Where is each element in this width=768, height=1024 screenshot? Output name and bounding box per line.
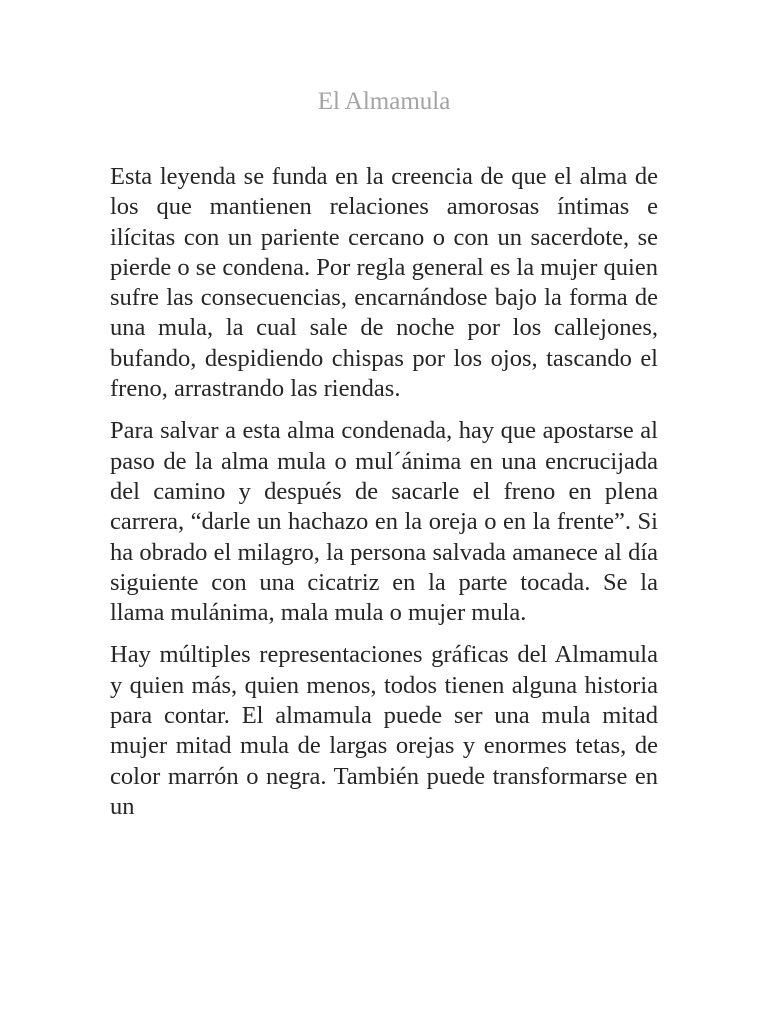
paragraph: Hay múltiples representaciones gráficas del Almamula y quien más, quien menos, todos tienen alguna historia para contar. El almamula puede ser una mula mitad mujer mitad mula de largas orejas y enormes tetas, de color marrón o negra. También puede transformarse en un xyxy=(110,641,658,820)
paragraph: Esta leyenda se funda en la creencia de que el alma de los que mantienen relaciones amorosas íntimas e ilícitas con un pariente cercano o con un sacerdote, se pierde o se condena. Por regla general es la mujer quien sufre las consecuencias, encarnándose bajo la forma de una mula, la cual sale de noche por los callejones, bufando, despidiendo chispas por los ojos, tascando el freno, arrastrando las riendas. xyxy=(110,163,658,403)
document-title: El Almamula xyxy=(317,88,451,115)
document-body xyxy=(110,162,658,834)
paragraph: Para salvar a esta alma condenada, hay que apostarse al paso de la alma mula o mul´ánima en una encrucijada del camino y después de sacarle el freno en plena carrera, “darle un hachazo en la oreja o en la frente”. Si ha obrado el milagro, la persona salvada amanece al día siguiente con una cicatriz en la parte tocada. Se la llama mulánima, mala mula o mujer mula. xyxy=(110,417,658,627)
